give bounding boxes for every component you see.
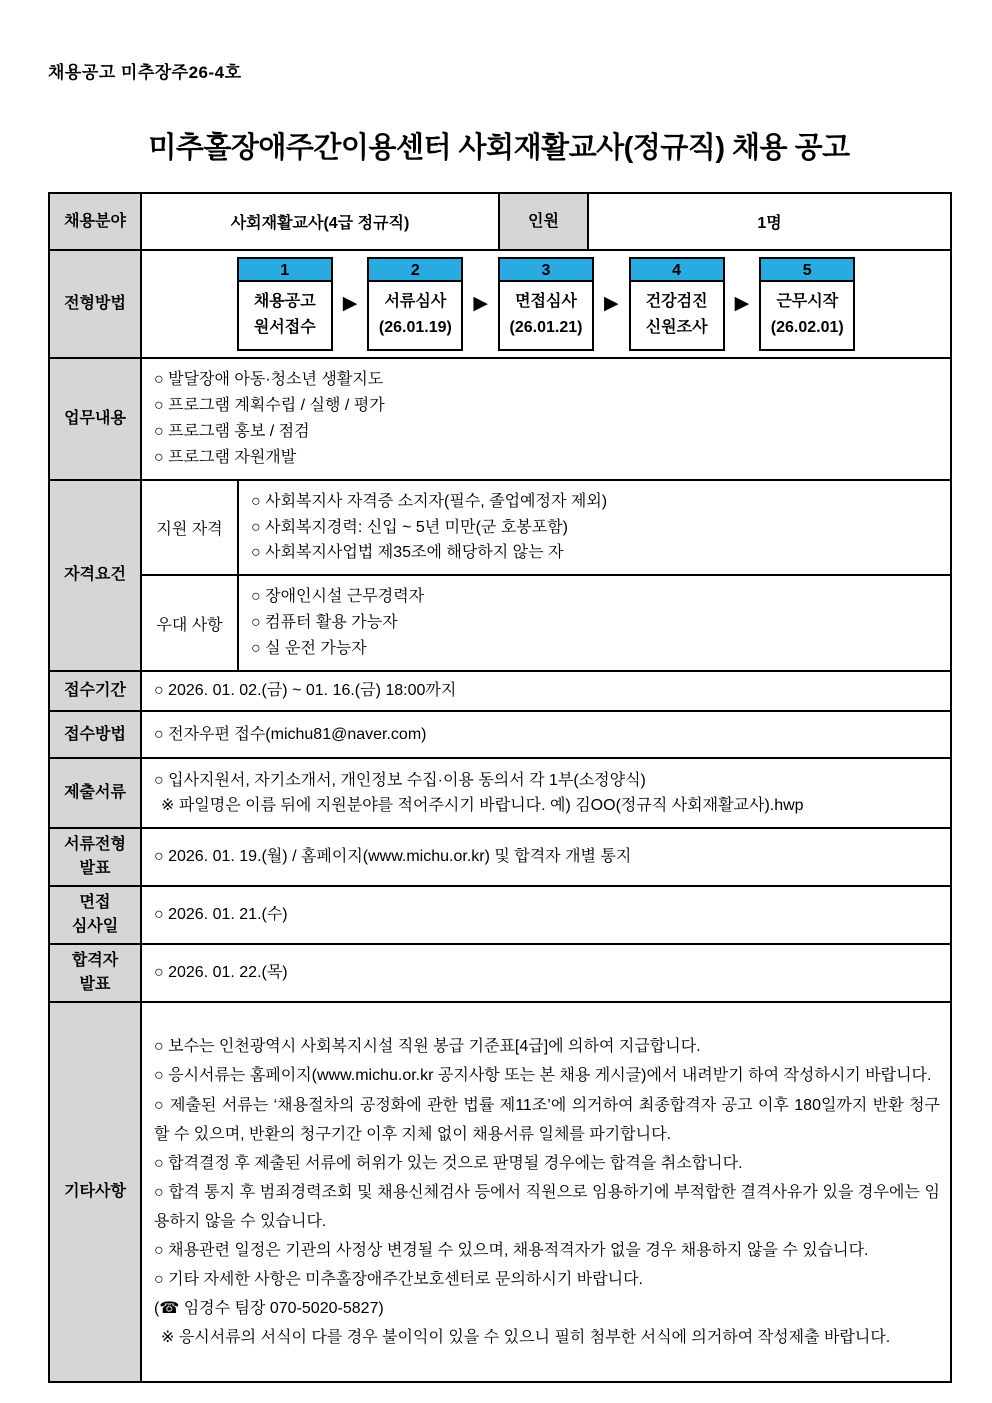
final-result-cell bbox=[141, 944, 951, 1002]
interview-date-label: 면접 심사일 bbox=[49, 886, 141, 944]
duty-item: ○ 프로그램 자원개발 bbox=[154, 448, 297, 466]
row-documents bbox=[49, 758, 951, 828]
documents-line1: ○ 입사지원서, 자기소개서, 개인정보 수집·이용 동의서 각 1부(소정양식) bbox=[154, 771, 646, 789]
step-subtitle: (26.02.01) bbox=[770, 319, 844, 336]
apply-cell bbox=[238, 480, 951, 576]
duties-label: 업무내용 bbox=[49, 358, 141, 480]
headcount-label: 인원 bbox=[499, 193, 588, 250]
preferred-item: ○ 장애인시설 근무경력자 bbox=[251, 588, 425, 606]
reception-method-cell bbox=[141, 711, 951, 758]
step-subtitle: (26.01.19) bbox=[378, 319, 452, 336]
duties-cell bbox=[141, 358, 951, 480]
reception-period-cell bbox=[141, 671, 951, 711]
row-screening-result bbox=[49, 828, 951, 886]
etc-paragraph: ○ 합격결정 후 제출된 서류에 허위가 있는 것으로 판명될 경우에는 합격을 취소합니다. bbox=[154, 1154, 743, 1172]
row-etc bbox=[49, 1002, 951, 1382]
apply-item: ○ 사회복지사 자격증 소지자(필수, 졸업예정자 제외) bbox=[251, 492, 608, 510]
row-interview-date bbox=[49, 886, 951, 944]
row-recruit-field bbox=[49, 193, 951, 250]
etc-cell bbox=[141, 1002, 951, 1382]
screening-result-text: ○ 2026. 01. 19.(월) / 홈페이지(www.michu.or.kr) 및 합격자 개별 통지 bbox=[154, 848, 632, 866]
final-result-label: 합격자 발표 bbox=[49, 944, 141, 1002]
step-title: 근무시작 bbox=[776, 293, 839, 310]
step-number-badge: 1 bbox=[239, 259, 331, 282]
reception-period-label: 접수기간 bbox=[49, 671, 141, 711]
apply-item: ○ 사회복지경력: 신입 ~ 5년 미만(군 호봉포함) bbox=[251, 518, 568, 536]
etc-paragraph: ○ 보수는 인천광역시 사회복지시설 직원 봉급 기준표[4급]에 의하여 지급합니다. bbox=[154, 1038, 701, 1056]
recruit-field-value: 사회재활교사(4급 정규직) bbox=[141, 193, 499, 250]
step-number-badge: 3 bbox=[500, 259, 592, 282]
process-step-4 bbox=[629, 257, 725, 351]
etc-paragraph: ○ 기타 자세한 사항은 미추홀장애주간보호센터로 문의하시기 바랍니다. bbox=[154, 1271, 644, 1289]
process-step-2 bbox=[367, 257, 463, 351]
duty-item: ○ 프로그램 계획수립 / 실행 / 평가 bbox=[154, 396, 385, 414]
reception-period-text: ○ 2026. 01. 02.(금) ~ 01. 16.(금) 18:00까지 bbox=[154, 682, 457, 700]
duty-item: ○ 프로그램 홍보 / 점검 bbox=[154, 422, 310, 440]
preferred-item: ○ 실 운전 가능자 bbox=[251, 640, 367, 658]
step-number-badge: 2 bbox=[369, 259, 461, 282]
final-result-text: ○ 2026. 01. 22.(목) bbox=[154, 964, 288, 982]
screening-result-label: 서류전형 발표 bbox=[49, 828, 141, 886]
step-title: 서류심사 bbox=[384, 293, 447, 310]
etc-paragraph: ○ 합격 통지 후 범죄경력조회 및 채용신체검사 등에서 직원으로 임용하기에 부적합한 결격사유가 있을 경우에는 임용하지 않을 수 있습니다. bbox=[154, 1183, 940, 1230]
selection-process-cell bbox=[141, 250, 951, 358]
process-step-1 bbox=[237, 257, 333, 351]
selection-process-steps bbox=[142, 251, 950, 357]
row-reception-period bbox=[49, 671, 951, 711]
page-title: 미추홀장애주간이용센터 사회재활교사(정규직) 채용 공고 bbox=[148, 132, 850, 164]
doc-number: 채용공고 미추장주26-4호 bbox=[48, 63, 242, 82]
selection-process-label: 전형방법 bbox=[49, 250, 141, 358]
step-title: 채용공고 bbox=[253, 293, 316, 310]
documents-label: 제출서류 bbox=[49, 758, 141, 828]
documents-line2: ※ 파일명은 이름 뒤에 지원분야를 적어주시기 바랍니다. 예) 김OO(정규직 사회재활교사).hwp bbox=[161, 797, 804, 815]
preferred-sublabel: 우대 사항 bbox=[141, 575, 238, 671]
arrow-right-icon: ▶ bbox=[734, 292, 750, 314]
row-qualifications-preferred bbox=[49, 575, 951, 671]
etc-paragraph-phone: (☎ 임경수 팀장 070-5020-5827) bbox=[154, 1300, 384, 1318]
etc-paragraph-note: ※ 응시서류의 서식이 다를 경우 불이익이 있을 수 있으니 필히 첨부한 서식에 의거하여 작성제출 바랍니다. bbox=[161, 1329, 891, 1347]
etc-label: 기타사항 bbox=[49, 1002, 141, 1382]
step-number-badge: 4 bbox=[631, 259, 723, 282]
apply-item: ○ 사회복지사업법 제35조에 해당하지 않는 자 bbox=[251, 544, 564, 562]
qualifications-label: 자격요건 bbox=[49, 480, 141, 671]
arrow-right-icon: ▶ bbox=[604, 292, 619, 314]
screening-result-cell bbox=[141, 828, 951, 886]
arrow-right-icon: ▶ bbox=[342, 292, 358, 314]
etc-paragraph: ○ 채용관련 일정은 기관의 사정상 변경될 수 있으며, 채용적격자가 없을 경우 채용하지 않을 수 있습니다. bbox=[154, 1242, 869, 1260]
row-qualifications-apply bbox=[49, 480, 951, 576]
documents-cell bbox=[141, 758, 951, 828]
headcount-value: 1명 bbox=[588, 193, 951, 250]
row-final-result bbox=[49, 944, 951, 1002]
preferred-item: ○ 컴퓨터 활용 가능자 bbox=[251, 614, 398, 632]
preferred-cell bbox=[238, 575, 951, 671]
step-title: 면접심사 bbox=[515, 293, 577, 310]
step-subtitle: 원서접수 bbox=[253, 319, 316, 336]
announcement-table bbox=[48, 192, 952, 1383]
row-selection-process bbox=[49, 250, 951, 358]
etc-paragraph: ○ 응시서류는 홈페이지(www.michu.or.kr 공지사항 또는 본 채용 게시글)에서 내려받기 하여 작성하시기 바랍니다. bbox=[154, 1067, 932, 1085]
process-step-5 bbox=[759, 257, 855, 351]
arrow-right-icon: ▶ bbox=[473, 292, 488, 314]
process-step-3 bbox=[498, 257, 594, 351]
step-subtitle: (26.01.21) bbox=[509, 319, 583, 336]
recruit-field-label: 채용분야 bbox=[49, 193, 141, 250]
reception-method-text: ○ 전자우편 접수(michu81@naver.com) bbox=[154, 725, 427, 743]
duty-item: ○ 발달장애 아동·청소년 생활지도 bbox=[154, 371, 384, 388]
interview-date-cell bbox=[141, 886, 951, 944]
row-duties bbox=[49, 358, 951, 480]
step-subtitle: 신원조사 bbox=[645, 319, 708, 336]
etc-paragraph: ○ 제출된 서류는 ‘채용절차의 공정화에 관한 법률 제11조’에 의거하여 최종합격자 공고 이후 180일까지 반환 청구할 수 있으며, 반환의 청구기간 이후 지체 없이 채용서류 일체를 파기합니다. bbox=[154, 1096, 940, 1143]
interview-date-text: ○ 2026. 01. 21.(수) bbox=[154, 906, 288, 924]
row-reception-method bbox=[49, 711, 951, 758]
apply-sublabel: 지원 자격 bbox=[141, 480, 238, 576]
step-number-badge: 5 bbox=[761, 259, 853, 282]
reception-method-label: 접수방법 bbox=[49, 711, 141, 758]
step-title: 건강검진 bbox=[645, 293, 708, 310]
